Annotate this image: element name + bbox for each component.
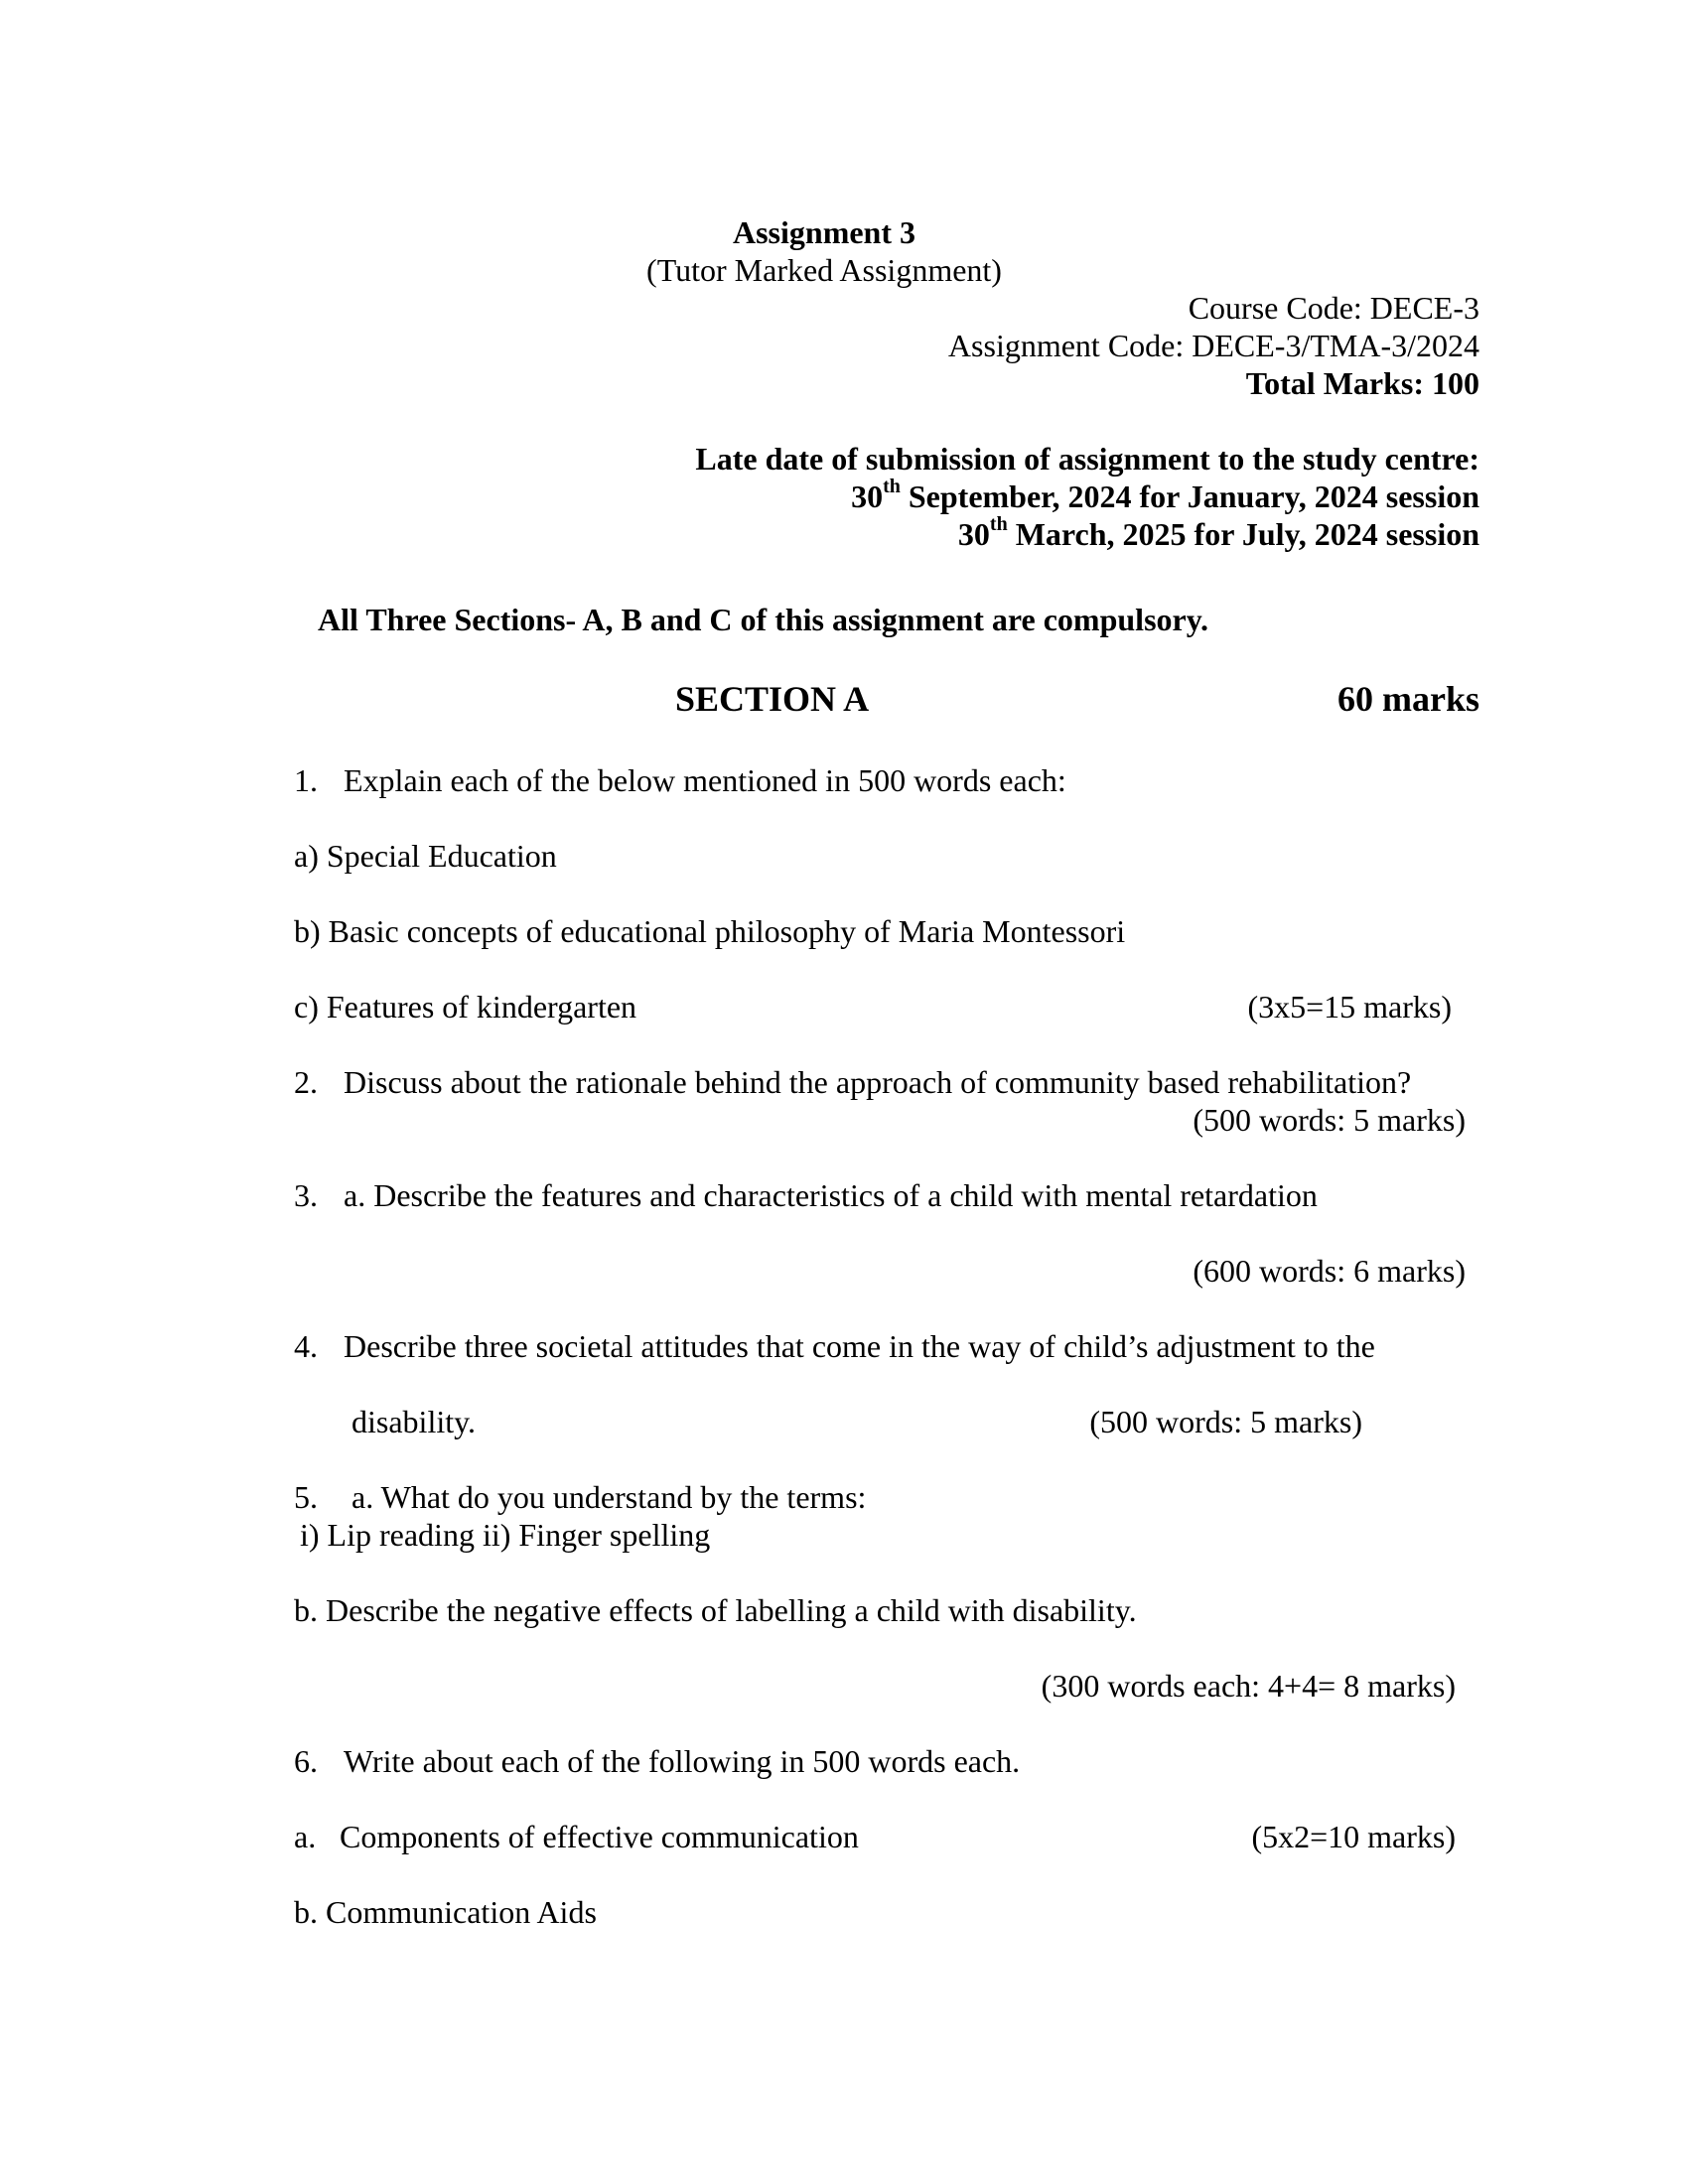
assignment-subtitle: (Tutor Marked Assignment) <box>646 252 1002 288</box>
q2-number: 2. <box>294 1064 318 1100</box>
q2-text: Discuss about the rationale behind the approach of community based rehabilitation? <box>344 1064 1412 1100</box>
q2-marks: (500 words: 5 marks) <box>1193 1102 1466 1138</box>
q6-item-a-label: a. <box>294 1819 317 1854</box>
course-code: Course Code: DECE-3 <box>1188 290 1479 326</box>
q6-text: Write about each of the following in 500 words each. <box>344 1743 1021 1779</box>
q4-text: Describe three societal attitudes that come in the way of child’s adjustment to the <box>344 1328 1375 1364</box>
date-suffix: th <box>989 513 1008 535</box>
q5-marks: (300 words each: 4+4= 8 marks) <box>1041 1668 1456 1704</box>
assignment-title: Assignment 3 <box>732 214 915 250</box>
q5-item-b: b. Describe the negative effects of labelling a child with disability. <box>294 1592 1137 1628</box>
date-day: 30 <box>957 516 990 552</box>
q3-marks: (600 words: 6 marks) <box>1193 1253 1466 1289</box>
section-marks: 60 marks <box>1337 679 1479 719</box>
date-suffix: th <box>883 476 901 497</box>
section-title: SECTION A <box>675 679 870 719</box>
q5-number: 5. <box>294 1479 318 1515</box>
date-day: 30 <box>851 478 884 514</box>
date-rest: March, 2025 for July, 2024 session <box>1007 516 1479 552</box>
q5-text: a. What do you understand by the terms: <box>352 1479 867 1515</box>
q5-terms: i) Lip reading ii) Finger spelling <box>300 1517 711 1553</box>
date-rest: September, 2024 for January, 2024 session <box>900 478 1479 514</box>
q4-number: 4. <box>294 1328 318 1364</box>
q1-marks: (3x5=15 marks) <box>1247 989 1452 1024</box>
q1-item-b: b) Basic concepts of educational philosophy of Maria Montessori <box>294 913 1126 949</box>
q6-marks: (5x2=10 marks) <box>1251 1819 1456 1854</box>
submission-date-july <box>957 513 1479 552</box>
q6-item-b: b. Communication Aids <box>294 1894 597 1930</box>
q4-text-continued: disability. <box>352 1404 477 1439</box>
q1-number: 1. <box>294 762 318 798</box>
submission-date-january <box>851 476 1479 514</box>
total-marks: Total Marks: 100 <box>1245 365 1479 401</box>
q3-text: a. Describe the features and characteristics of a child with mental retardation <box>344 1177 1318 1213</box>
q6-number: 6. <box>294 1743 318 1779</box>
q4-marks: (500 words: 5 marks) <box>1089 1404 1362 1439</box>
compulsory-instruction: All Three Sections- A, B and C of this assignment are compulsory. <box>318 602 1208 637</box>
q1-text: Explain each of the below mentioned in 500 words each: <box>344 762 1066 798</box>
q1-item-a: a) Special Education <box>294 838 557 874</box>
submission-heading: Late date of submission of assignment to the study centre: <box>695 441 1479 477</box>
assignment-code: Assignment Code: DECE-3/TMA-3/2024 <box>947 328 1479 363</box>
q3-number: 3. <box>294 1177 318 1213</box>
q1-item-c: c) Features of kindergarten <box>294 989 637 1024</box>
q6-item-a: Components of effective communication <box>340 1819 859 1854</box>
